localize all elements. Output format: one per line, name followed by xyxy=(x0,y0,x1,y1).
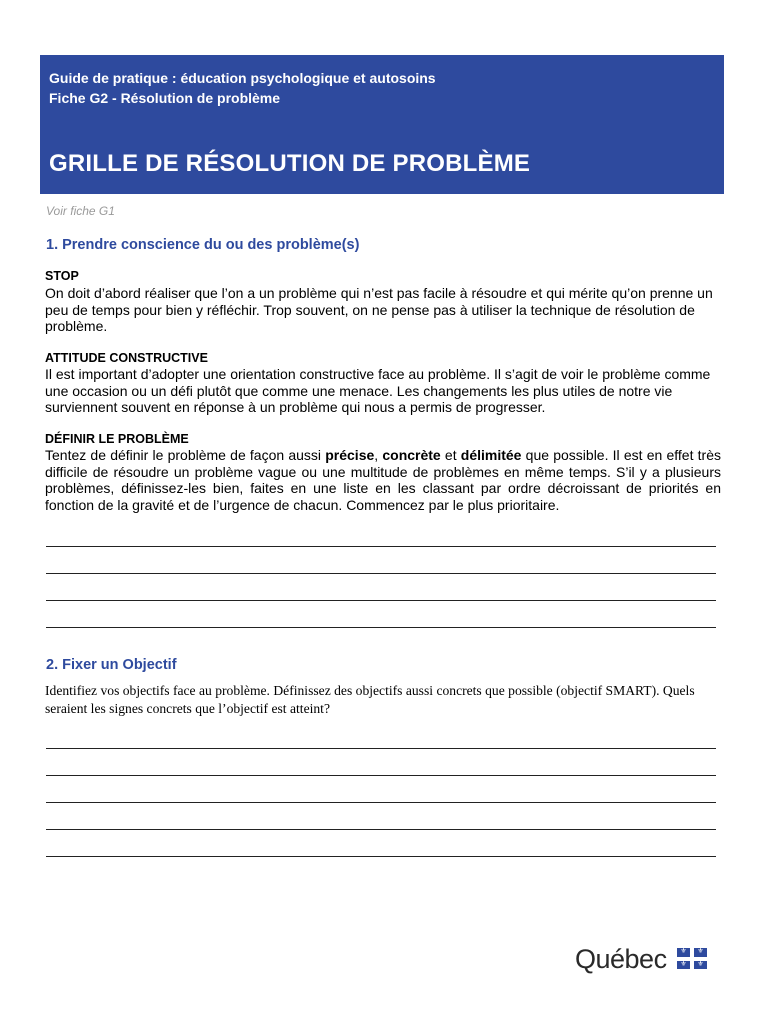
page-title: GRILLE DE RÉSOLUTION DE PROBLÈME xyxy=(49,150,531,177)
sheet-title: Fiche G2 - Résolution de problème xyxy=(49,90,281,106)
answer-line[interactable] xyxy=(46,775,716,776)
emphasis-concrete: concrète xyxy=(382,447,441,463)
answer-line[interactable] xyxy=(46,856,716,857)
answer-line[interactable] xyxy=(46,573,716,574)
attitude-label: ATTITUDE CONSTRUCTIVE xyxy=(45,351,208,365)
stop-label: STOP xyxy=(45,269,79,283)
define-label: DÉFINIR LE PROBLÈME xyxy=(45,432,189,446)
guide-title: Guide de pratique : éducation psychologique et autosoins xyxy=(49,70,436,86)
answer-line[interactable] xyxy=(46,802,716,803)
answer-line[interactable] xyxy=(46,546,716,547)
section-2-heading: 2. Fixer un Objectif xyxy=(46,657,177,673)
answer-line[interactable] xyxy=(46,627,716,628)
header-banner xyxy=(40,55,724,194)
objective-text: Identifiez vos objectifs face au problème. Définissez des objectifs aussi concrets que possible (objectif SMART). Quels seraient les signes concrets que l’objectif est atteint? xyxy=(45,683,695,716)
section-1-heading: 1. Prendre conscience du ou des problème(s) xyxy=(46,237,360,253)
answer-line[interactable] xyxy=(46,600,716,601)
emphasis-precise: précise xyxy=(325,447,375,463)
answer-line[interactable] xyxy=(46,748,716,749)
see-also-note: Voir fiche G1 xyxy=(46,204,115,218)
logo-wordmark: Québec xyxy=(575,944,667,974)
emphasis-delimited: délimitée xyxy=(460,447,522,463)
attitude-text: Il est important d’adopter une orientation constructive face au problème. Il s’agit de voir le problème comme une occasion ou un défi plutôt que comme une menace. Les changements les plus utiles de notre vie surviennent souvent en réponse à un problème qui nous a permis de progresser. xyxy=(45,366,711,415)
fleur-de-lis-flag-icon: ⚜ ⚜ ⚜ ⚜ xyxy=(677,948,707,969)
define-text: Tentez de définir le problème de façon aussi précise, concrète et délimitée que possible. Il est en effet très difficile de résoudre un problème vague ou une multitude de problèmes en même temps. S’il y a plusieurs problèmes, définissez-les bien, faites en une liste en les classant par ordre décroissant de priorités en fonction de la gravité et de l’urgence de chacun. Commencez par le plus prioritaire. xyxy=(45,447,721,513)
answer-line[interactable] xyxy=(46,829,716,830)
stop-text: On doit d’abord réaliser que l’on a un problème qui n’est pas facile à résoudre et qui mérite qu’on prenne un peu de temps pour bien y réfléchir. Trop souvent, on ne pense pas à utiliser la technique de résolution de problème. xyxy=(45,285,713,334)
